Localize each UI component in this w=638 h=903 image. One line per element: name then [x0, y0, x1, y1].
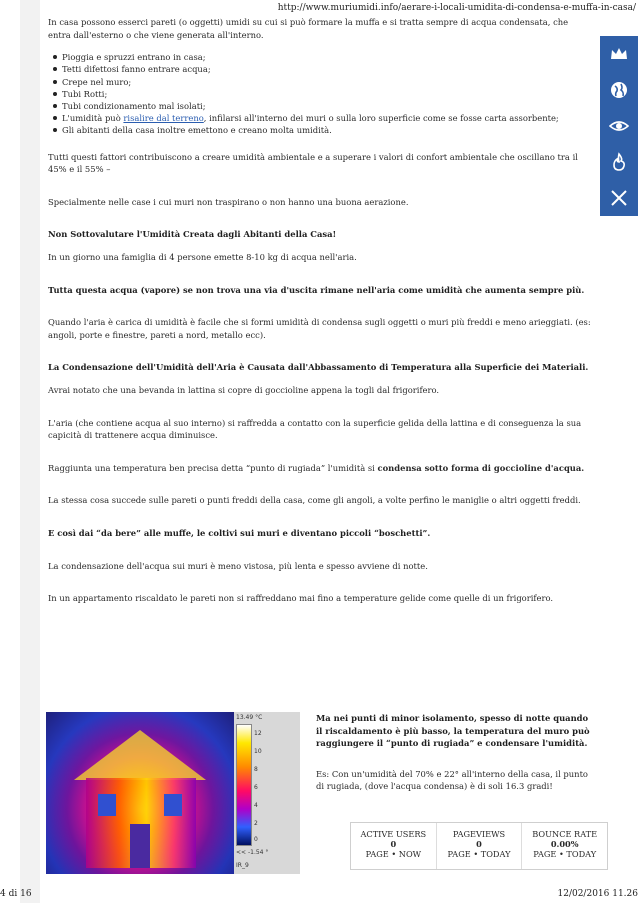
list-item: Tubi condizionamento mal isolati; [62, 100, 593, 112]
crown-icon [609, 44, 629, 64]
stat-label: BOUNCE RATE [532, 829, 598, 839]
scale-tick: 10 [254, 748, 262, 755]
fire-button[interactable] [600, 144, 638, 180]
intro-paragraph: In casa possono esserci pareti (o oggetti) umidi su cui si può formare la muffa e si tratta sempre di acqua condensata, che entra dall'esterno o che viene generata all'interno. [48, 17, 569, 40]
list-item: Gli abitanti della casa inoltre emettono e creano molta umidità. [62, 124, 593, 136]
thermal-image [46, 712, 300, 874]
scale-min-label: << -1.54 ° [236, 849, 269, 856]
causes-list [48, 51, 593, 136]
close-icon [609, 188, 629, 208]
image-label: IR_9 [236, 862, 249, 869]
scale-tick: 2 [254, 820, 258, 827]
share-sidebar [600, 36, 638, 216]
eye-button[interactable] [600, 108, 638, 144]
bold-text: condensa sotto forma di goccioline d'acqua. [377, 462, 585, 473]
globe-button[interactable] [600, 72, 638, 108]
paragraph: In un appartamento riscaldato le pareti non si raffreddano mai fino a temperature gelide come quelle di un frigorifero. [48, 593, 554, 604]
example-text: Es: Con un'umidità del 70% e 22° all'interno della casa, il punto di rugiada, (dove l'acqua condensa) è di soli 16.3 gradi! [316, 768, 588, 792]
link-prefix: L'umidità può [62, 113, 124, 124]
article-body [48, 16, 593, 625]
stat-value: 0 [476, 839, 482, 849]
list-item: Crepe nel muro; [62, 76, 593, 88]
stat-sub: PAGE • TODAY [533, 849, 597, 859]
scale-tick: 4 [254, 802, 258, 809]
scale-tick: 0 [254, 836, 258, 843]
list-item [62, 112, 593, 124]
link-suffix: , infilarsi all'interno dei muri o sulla loro superficie come se fosse carta assorbente; [203, 113, 559, 124]
paragraph: Specialmente nelle case i cui muri non traspirano o non hanno una buona aerazione. [48, 196, 409, 207]
paragraph: Quando l'aria è carica di umidità è facile che si formi umidità di condensa sugli oggetti o muri più freddi e meno arieggiati. (es: angoli, porte e finestre, pareti a nord, metallo ecc). [48, 317, 591, 340]
stat-value: 0 [390, 839, 397, 849]
stat-value: 0.00% [550, 839, 579, 849]
scale-max-label: 13.49 °C [236, 714, 263, 721]
scale-tick: 12 [254, 730, 262, 737]
list-item: Tetti difettosi fanno entrare acqua; [62, 63, 593, 75]
left-margin-bar [20, 0, 40, 903]
page-counter: 4 di 16 [0, 889, 32, 899]
text-prefix: Raggiunta una temperatura ben precisa detta “punto di rugiada” l'umidità si [48, 462, 378, 473]
section-heading: Tutta questa acqua (vapore) se non trova una via d'uscita rimane nell'aria come umidità che aumenta sempre più. [48, 284, 585, 295]
window-shape [164, 794, 182, 816]
crown-button[interactable] [600, 36, 638, 72]
stat-label: PAGEVIEWS [452, 829, 506, 839]
list-item: Pioggia e spruzzi entrano in casa; [62, 51, 593, 63]
eye-icon [609, 116, 629, 136]
rising-damp-link[interactable]: risalire dal terreno [123, 113, 204, 124]
scale-tick: 8 [254, 766, 258, 773]
close-button[interactable] [600, 180, 638, 216]
page-url: http://www.muriumidi.info/aerare-i-locali-umidita-di-condensa-e-muffa-in-casa/ [277, 3, 636, 13]
temperature-scale [236, 724, 252, 846]
stat-bounce-rate [522, 823, 607, 869]
door-shape [130, 824, 150, 868]
roof-shape [74, 730, 206, 780]
window-shape [98, 794, 116, 816]
paragraph: Tutti questi fattori contribuiscono a creare umidità ambientale e a superare i valori di confort ambientale che oscillano tra il 45% e il 55% – [48, 151, 578, 175]
thermal-caption [316, 712, 594, 811]
analytics-widget [350, 822, 608, 870]
stat-sub: PAGE • TODAY [447, 849, 511, 859]
fire-icon [609, 152, 629, 172]
stat-active-users [351, 823, 437, 869]
list-item: Tubi Rotti; [62, 88, 593, 100]
section-heading: E così dai “da bere” alle muffe, le coltivi sui muri e diventano piccoli “boschetti”. [48, 527, 431, 538]
stat-pageviews [437, 823, 523, 869]
bold-caption: Ma nei punti di minor isolamento, spesso di notte quando il riscaldamento è più basso, la temperatura del muro può raggiungere il “punto di rugiada” e condensare l'umidità. [316, 713, 590, 749]
print-datetime: 12/02/2016 11.26 [557, 889, 638, 899]
section-heading: Non Sottovalutare l'Umidità Creata dagli Abitanti della Casa! [48, 229, 337, 240]
paragraph: L'aria (che contiene acqua al suo interno) si raffredda a contatto con la superficie gelida della lattina e di conseguenza la sua capicità di trattenere acqua diminuisce. [48, 417, 582, 441]
paragraph: La condensazione dell'acqua sui muri è meno vistosa, più lenta e spesso avviene di notte. [48, 560, 428, 571]
paragraph: Avrai notato che una bevanda in lattina si copre di goccioline appena la togli dal frigorifero. [48, 384, 440, 395]
paragraph: In un giorno una famiglia di 4 persone emette 8-10 kg di acqua nell'aria. [48, 251, 357, 262]
paragraph: La stessa cosa succede sulle pareti o punti freddi della casa, come gli angoli, a volte perfino le maniglie o altri oggetti freddi. [48, 495, 581, 506]
stat-sub: PAGE • NOW [365, 849, 422, 859]
stat-label: ACTIVE USERS [360, 829, 427, 839]
scale-tick: 6 [254, 784, 258, 791]
paragraph [48, 462, 593, 475]
globe-icon [609, 80, 629, 100]
thermal-house-photo [46, 712, 234, 874]
section-heading: La Condensazione dell'Umidità dell'Aria è Causata dall'Abbassamento di Temperatura alla Superficie dei Materiali. [48, 362, 589, 373]
